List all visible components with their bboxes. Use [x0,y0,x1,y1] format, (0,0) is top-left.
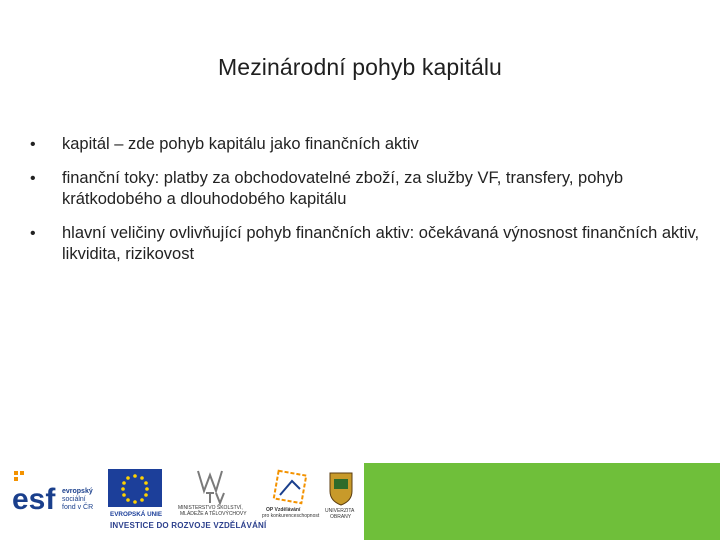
bullet-text: kapitál – zde pohyb kapitálu jako finančních aktiv [62,135,419,153]
bullet-item [30,223,700,265]
svg-text:sociální: sociální [62,496,86,503]
slide-title: Mezinárodní pohyb kapitálu [218,54,502,80]
logo-strip [8,465,360,525]
svg-text:EVROPSKÁ UNIE: EVROPSKÁ UNIE [110,511,162,518]
bullet-text: finanční toky: platby za obchodovatelné zboží, za služby VF, transfery, pohyb krátkodobého a dlouhodobého kapitálu [62,169,624,208]
footer-logo-bar [0,463,720,540]
svg-text:evropský: evropský [62,488,93,495]
bullet-dot: • [30,170,36,187]
bullet-text: hlavní veličiny ovlivňující pohyb finančních aktiv: očekávaná výnosnost finančních aktiv, likvidita, rizikovost [62,224,700,263]
op-logo [262,469,322,519]
svg-text:OBRANY: OBRANY [330,514,352,519]
svg-text:MINISTERSTVO ŠKOLSTVÍ,: MINISTERSTVO ŠKOLSTVÍ, [178,505,243,511]
footer-caption: INVESTICE DO ROZVOJE VZDĚLÁVÁNÍ [110,521,267,530]
footer-green-block [364,463,720,540]
bullet-list [30,134,700,278]
svg-text:UNIVERZITA: UNIVERZITA [325,508,355,514]
bullet-dot: • [30,136,36,153]
eu-flag-logo [108,469,162,519]
bullet-item [30,168,700,210]
bullet-dot: • [30,225,36,242]
svg-text:pro konkurenceschopnost: pro konkurenceschopnost [262,513,320,519]
svg-text:MLÁDEŽE A TĚLOVÝCHOVY: MLÁDEŽE A TĚLOVÝCHOVY [180,511,247,517]
university-crest-logo [322,469,360,519]
msmt-logo [176,467,258,517]
bullet-item [30,134,700,155]
svg-text:fond v ČR: fond v ČR [62,504,94,511]
svg-text:OP Vzdělávání: OP Vzdělávání [266,507,301,513]
esf-mark: esf [12,483,56,516]
esf-logo [12,471,104,519]
